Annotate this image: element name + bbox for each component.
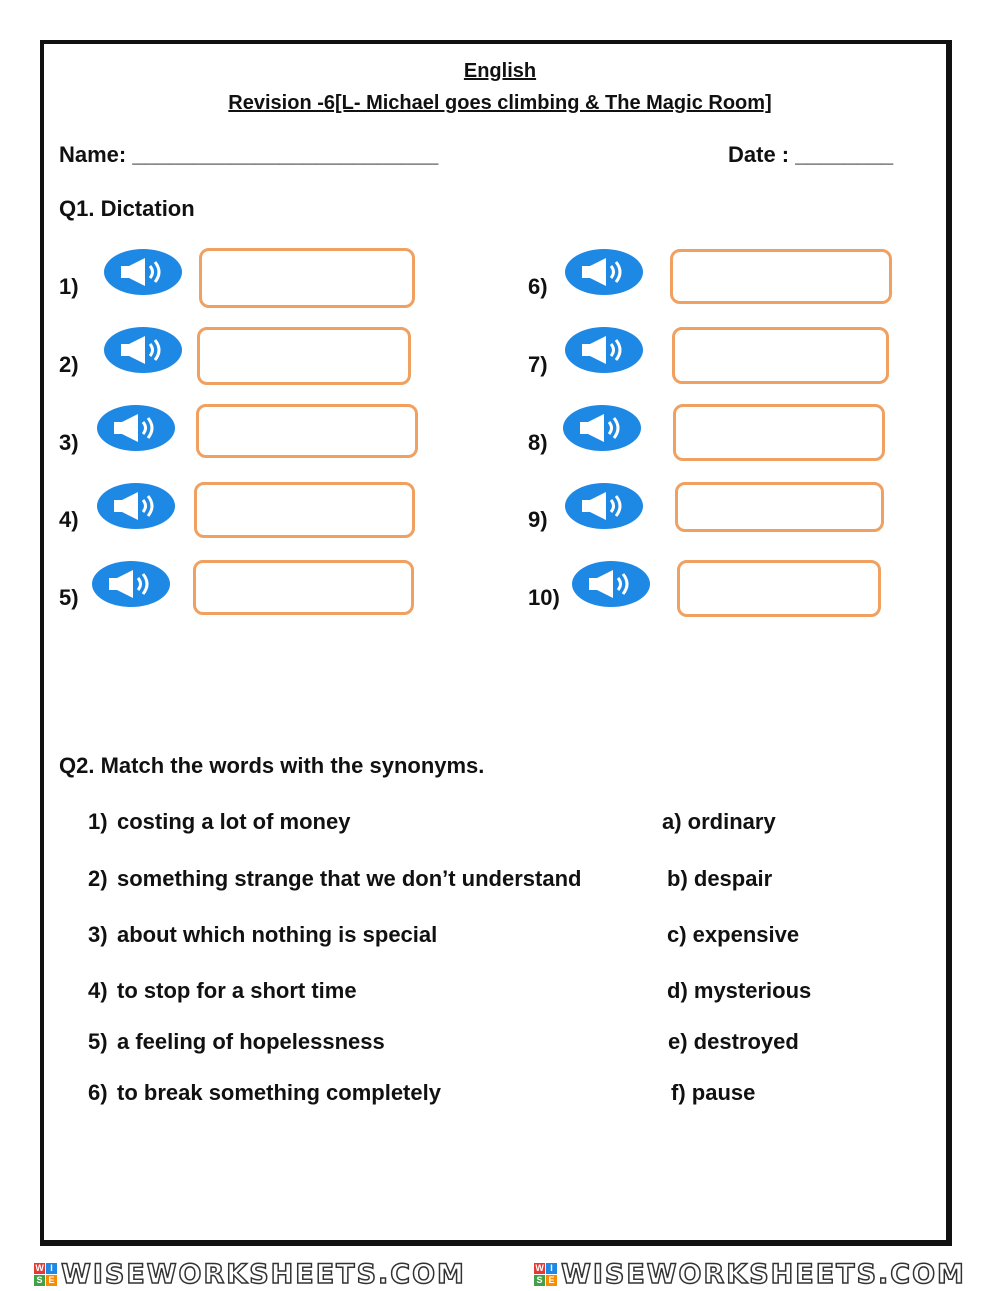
q1-title: Q1. Dictation (59, 196, 195, 221)
definition-text: something strange that we don’t understand (117, 866, 582, 891)
speaker-icon[interactable] (565, 483, 643, 529)
name-field-label: Name: _________________________ (59, 142, 439, 167)
dictation-number: 2) (59, 352, 79, 377)
definition-number: 4) (88, 978, 108, 1003)
dictation-number: 3) (59, 430, 79, 455)
answer-box[interactable] (675, 482, 884, 532)
dictation-number: 6) (528, 274, 548, 299)
definition-text: costing a lot of money (117, 809, 351, 834)
definition-text: about which nothing is special (117, 922, 438, 947)
speaker-icon[interactable] (92, 561, 170, 607)
definition-text: to stop for a short time (117, 978, 357, 1003)
definition-number: 3) (88, 922, 108, 947)
definition-number: 1) (88, 809, 108, 834)
option-destroyed: e) destroyed (668, 1029, 799, 1054)
brand-text: WISEWORKSHEETS.COM (561, 1259, 966, 1290)
dictation-number: 1) (59, 274, 79, 299)
dictation-number: 5) (59, 585, 79, 610)
definition-text: to break something completely (117, 1080, 441, 1105)
subject-title: English (463, 60, 537, 82)
brand-watermark (34, 1259, 466, 1290)
answer-box[interactable] (672, 327, 889, 384)
speaker-icon[interactable] (104, 327, 182, 373)
speaker-icon[interactable] (565, 327, 643, 373)
dictation-number: 8) (528, 430, 548, 455)
dictation-number: 4) (59, 507, 79, 532)
answer-box[interactable] (673, 404, 885, 461)
option-mysterious: d) mysterious (667, 978, 812, 1003)
option-despair: b) despair (667, 866, 773, 891)
brand-text: WISEWORKSHEETS.COM (61, 1259, 466, 1290)
answer-box[interactable] (197, 327, 411, 385)
q2-title: Q2. Match the words with the synonyms. (59, 753, 485, 778)
definition-number: 2) (88, 866, 108, 891)
answer-box[interactable] (194, 482, 415, 538)
speaker-icon[interactable] (563, 405, 641, 451)
definition-text: a feeling of hopelessness (117, 1029, 385, 1054)
dictation-number: 9) (528, 507, 548, 532)
speaker-icon[interactable] (565, 249, 643, 295)
date-field-label: Date : ________ (728, 142, 894, 167)
answer-box[interactable] (677, 560, 881, 617)
footer-watermark (0, 1258, 1000, 1291)
dictation-number: 7) (528, 352, 548, 377)
answer-box[interactable] (196, 404, 418, 458)
dictation-number: 10) (528, 585, 560, 610)
brand-logo-icon: W I S E (34, 1263, 57, 1286)
revision-subtitle: Revision -6[L- Michael goes climbing & The Magic Room] (228, 92, 772, 114)
speaker-icon[interactable] (97, 483, 175, 529)
option-pause: f) pause (671, 1080, 756, 1105)
answer-box[interactable] (670, 249, 892, 304)
speaker-icon[interactable] (572, 561, 650, 607)
option-expensive: c) expensive (667, 922, 800, 947)
answer-box[interactable] (199, 248, 415, 308)
brand-logo-icon: W I S E (534, 1263, 557, 1286)
definition-number: 5) (88, 1029, 108, 1054)
speaker-icon[interactable] (104, 249, 182, 295)
answer-box[interactable] (193, 560, 414, 615)
definition-number: 6) (88, 1080, 108, 1105)
brand-watermark (534, 1259, 966, 1290)
option-ordinary: a) ordinary (662, 809, 776, 834)
speaker-icon[interactable] (97, 405, 175, 451)
